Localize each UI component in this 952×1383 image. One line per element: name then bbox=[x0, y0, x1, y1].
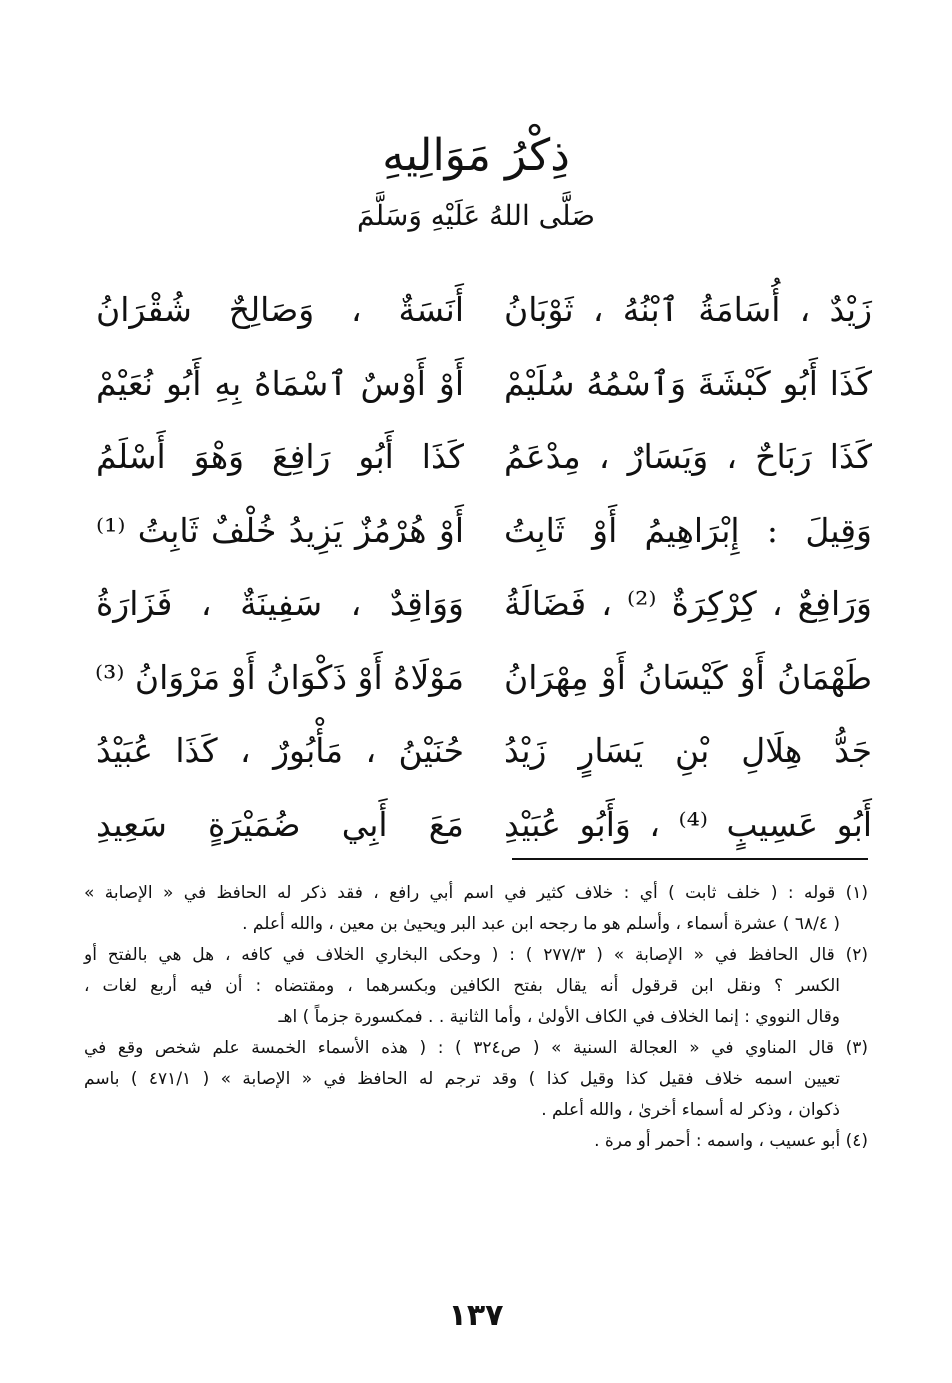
verse-row bbox=[96, 427, 872, 501]
footnote-line: ذكوان ، وذكر له أسماء أخرىٰ ، والله أعلم . bbox=[541, 1100, 840, 1120]
verse-row bbox=[96, 574, 872, 648]
verse-second-hemistich: وَوَاقِدٌ ، سَفِينَةٌ ، فَزَارَةُ bbox=[96, 584, 464, 623]
verse-first-hemistich: طَهْمَانُ أَوْ كَيْسَانُ أَوْ مِهْرَانُ bbox=[504, 657, 872, 697]
verse-second-hemistich: كَذَا أَبُو رَافِعَ وَهْوَ أَسْلَمُ bbox=[96, 437, 464, 476]
verse-row bbox=[96, 721, 872, 795]
footnote-line: تعيين اسمه خلاف فقيل كذا وقيل كذا ) وقد ترجم له الحافظ في « الإصابة » ( ٤٧١/١ ) باسم bbox=[84, 1069, 840, 1089]
verse-second-hemistich: مَوْلَاهُ أَوْ ذَكْوَانُ أَوْ مَرْوَانُ ⁽³⁾ bbox=[94, 657, 464, 697]
footnote-line: (٣) قال المناوي في « العجالة السنية » ( ص٣٢٤ ) : ( هذه الأسماء الخمسة علم شخص وقع في bbox=[84, 1038, 868, 1058]
verse-second-hemistich: أَنَسَةٌ ، وَصَالِحٌ شُقْرَانُ bbox=[96, 290, 464, 329]
footnotes bbox=[84, 878, 868, 1157]
verse-first-hemistich: أَبُو عَسِيبٍ ⁽⁴⁾ ، وَأَبُو عُبَيْدِ bbox=[504, 804, 872, 844]
verse-row bbox=[96, 501, 872, 575]
verse-second-hemistich: أَوْ أَوْسٌ ٱسْمَاهُ بِهِ أَبُو نُعَيْمْ bbox=[96, 363, 464, 403]
verse-first-hemistich: زَيْدٌ ، أُسَامَةُ ٱبْنُهُ ، ثَوْبَانُ bbox=[504, 290, 872, 329]
verse-row bbox=[96, 354, 872, 428]
footnote-line: وقال النووي : إنما الخلاف في الكاف الأولىٰ ، وأما الثانية . . فمكسورة جزماً ) اهـ bbox=[278, 1007, 840, 1027]
poem-verses bbox=[96, 280, 872, 868]
verse-row bbox=[96, 648, 872, 722]
footnote-4 bbox=[84, 1126, 868, 1157]
footnote-2 bbox=[84, 940, 868, 1033]
footnote-line: (٢) قال الحافظ في « الإصابة » ( ٢٧٧/٣ ) : ( وحكى البخاري الخلاف في كافه ، هل هي بالفتح أو bbox=[84, 945, 869, 965]
footnote-3 bbox=[84, 1033, 868, 1126]
verse-second-hemistich: مَعَ أَبِي ضُمَيْرَةٍ سَعِيدِ bbox=[96, 804, 464, 844]
footnote-line: (٤) أبو عسيب ، واسمه : أحمر أو مرة . bbox=[594, 1131, 868, 1151]
verse-row bbox=[96, 280, 872, 354]
page-number: ١٣٧ bbox=[448, 1298, 504, 1333]
verse-second-hemistich: أَوْ هُرْمُزٌ يَزِيدُ خُلْفٌ ثَابِتُ ⁽¹⁾ bbox=[96, 510, 464, 550]
verse-first-hemistich: كَذَا رَبَاحٌ ، وَيَسَارٌ ، مِدْعَمُ bbox=[504, 437, 872, 476]
verse-second-hemistich: حُنَيْنُ ، مَأْبُورٌ ، كَذَا عُبَيْدُ bbox=[96, 731, 464, 770]
footnote-line: (١) قوله : ( خلف ثابت ) أي : خلاف كثير في اسم أبي رافع ، فقد ذكر له الحافظ في « الإصابة » bbox=[84, 883, 868, 903]
footnote-separator bbox=[512, 858, 868, 860]
verse-row bbox=[96, 795, 872, 869]
footnote-line: ( ٦٨/٤ ) عشرة أسماء ، وأسلم هو ما رجحه ابن عبد البر ويحيىٰ بن معين ، والله أعلم . bbox=[242, 914, 840, 934]
footnote-1 bbox=[84, 878, 868, 940]
verse-first-hemistich: وَرَافِعٌ ، كِرْكِرَةٌ ⁽²⁾ ، فَضَالَةُ bbox=[504, 584, 872, 623]
chapter-title: ذِكْرُ مَوَالِيهِ bbox=[382, 130, 570, 181]
verse-first-hemistich: جَدُّ هِلَالِ بْنِ يَسَارٍ زَيْدُ bbox=[504, 731, 872, 770]
footnote-line: الكسر ؟ ونقل ابن قرقول أنه يقال بفتح الكافين وبكسرهما ، ومقتضاه : أن فيه أربع لغات ، bbox=[84, 976, 840, 996]
verse-first-hemistich: كَذَا أَبُو كَبْشَةَ وَٱسْمُهُ سُلَيْمْ bbox=[504, 363, 872, 403]
chapter-subtitle: صَلَّى اللهُ عَلَيْهِ وَسَلَّمَ bbox=[357, 199, 595, 232]
verse-first-hemistich: وَقِيلَ : إِبْرَاهِيمُ أَوْ ثَابِتُ bbox=[504, 510, 872, 550]
